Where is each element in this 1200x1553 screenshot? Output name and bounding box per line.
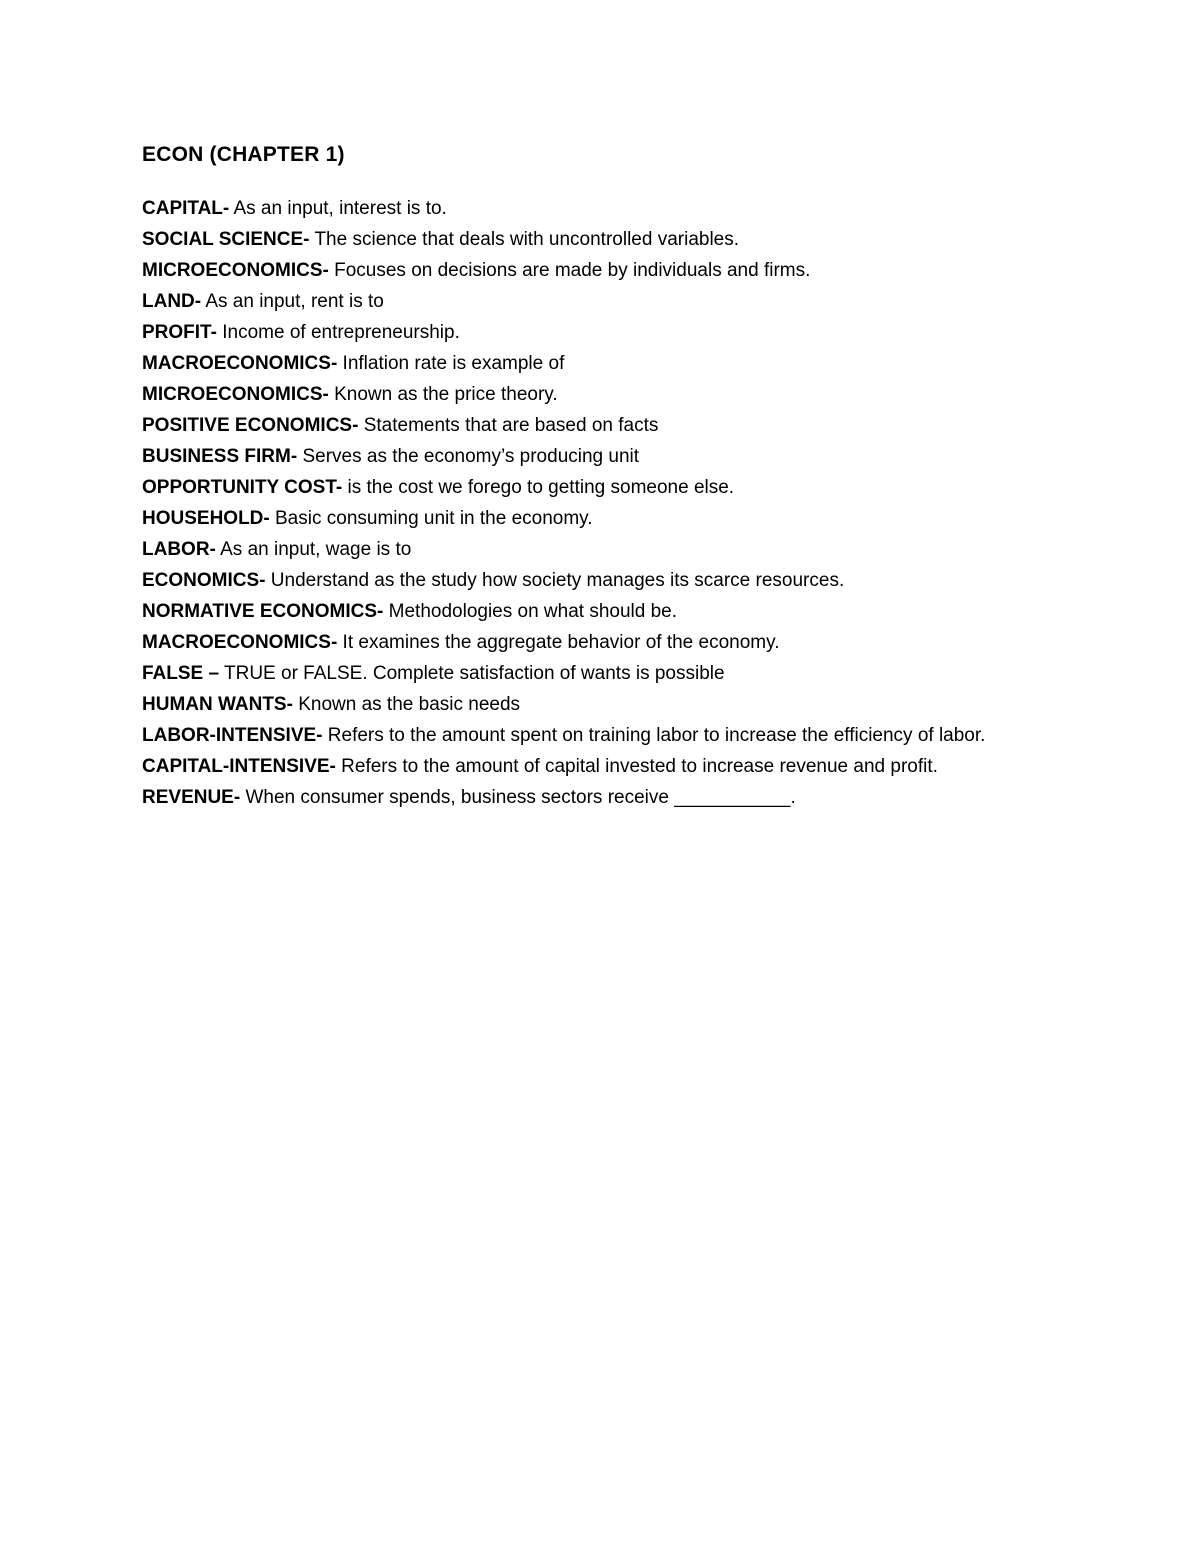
entry-term: MICROECONOMICS- — [142, 260, 329, 281]
entry-definition: As an input, wage is to — [215, 539, 412, 560]
entry-term: LABOR-INTENSIVE- — [142, 725, 323, 746]
entry-term: SOCIAL SCIENCE- — [142, 229, 310, 250]
list-item — [142, 255, 1058, 286]
list-item — [142, 627, 1058, 658]
list-item — [142, 689, 1058, 720]
entry-term: FALSE – — [142, 663, 220, 684]
entry-term: HOUSEHOLD- — [142, 508, 270, 529]
entry-definition: TRUE or FALSE. Complete satisfaction of wants is possible — [219, 663, 725, 684]
entry-definition: Inflation rate is example of — [337, 353, 565, 374]
list-item — [142, 317, 1058, 348]
list-item — [142, 503, 1058, 534]
entry-term: MACROECONOMICS- — [142, 353, 338, 374]
list-item — [142, 348, 1058, 379]
entry-term: MICROECONOMICS- — [142, 384, 329, 405]
list-item — [142, 379, 1058, 410]
list-item — [142, 751, 1058, 782]
entry-definition: Income of entrepreneurship. — [216, 322, 460, 343]
entry-term: OPPORTUNITY COST- — [142, 477, 343, 498]
list-item — [142, 410, 1058, 441]
list-item — [142, 193, 1058, 224]
list-item — [142, 720, 1058, 751]
list-item — [142, 441, 1058, 472]
list-item — [142, 658, 1058, 689]
entry-definition: It examines the aggregate behavior of the economy. — [337, 632, 780, 653]
list-item — [142, 565, 1058, 596]
list-item — [142, 224, 1058, 255]
entry-definition: Serves as the economy’s producing unit — [297, 446, 640, 467]
entry-definition: is the cost we forego to getting someone else. — [342, 477, 735, 498]
entry-definition: Refers to the amount of capital invested to increase revenue and profit. — [335, 756, 938, 777]
entry-definition: As an input, interest is to. — [229, 198, 447, 219]
list-item — [142, 472, 1058, 503]
entry-term: MACROECONOMICS- — [142, 632, 338, 653]
document-title: ECON (CHAPTER 1) — [142, 143, 345, 166]
entry-term: NORMATIVE ECONOMICS- — [142, 601, 384, 622]
entry-definition: The science that deals with uncontrolled variables. — [309, 229, 740, 250]
list-item — [142, 782, 1058, 813]
entry-term: CAPITAL- — [142, 198, 230, 219]
entry-definition: Refers to the amount spent on training labor to increase the efficiency of labor. — [322, 725, 986, 746]
entry-definition: When consumer spends, business sectors receive ___________. — [240, 787, 796, 808]
entry-definition: Statements that are based on facts — [358, 415, 659, 436]
entry-term: HUMAN WANTS- — [142, 694, 293, 715]
definition-list — [142, 193, 1058, 813]
entry-term: PROFIT- — [142, 322, 217, 343]
list-item — [142, 596, 1058, 627]
entry-term: LAND- — [142, 291, 202, 312]
entry-definition: As an input, rent is to — [201, 291, 384, 312]
entry-definition: Known as the basic needs — [292, 694, 521, 715]
entry-term: ECONOMICS- — [142, 570, 266, 591]
entry-term: LABOR- — [142, 539, 216, 560]
entry-term: BUSINESS FIRM- — [142, 446, 298, 467]
list-item — [142, 286, 1058, 317]
entry-definition: Methodologies on what should be. — [383, 601, 678, 622]
entry-term: CAPITAL-INTENSIVE- — [142, 756, 336, 777]
entry-term: POSITIVE ECONOMICS- — [142, 415, 359, 436]
entry-definition: Known as the price theory. — [328, 384, 558, 405]
entry-definition: Focuses on decisions are made by individuals and firms. — [328, 260, 811, 281]
list-item — [142, 534, 1058, 565]
entry-term: REVENUE- — [142, 787, 241, 808]
entry-definition: Understand as the study how society manages its scarce resources. — [265, 570, 845, 591]
entry-definition: Basic consuming unit in the economy. — [269, 508, 593, 529]
